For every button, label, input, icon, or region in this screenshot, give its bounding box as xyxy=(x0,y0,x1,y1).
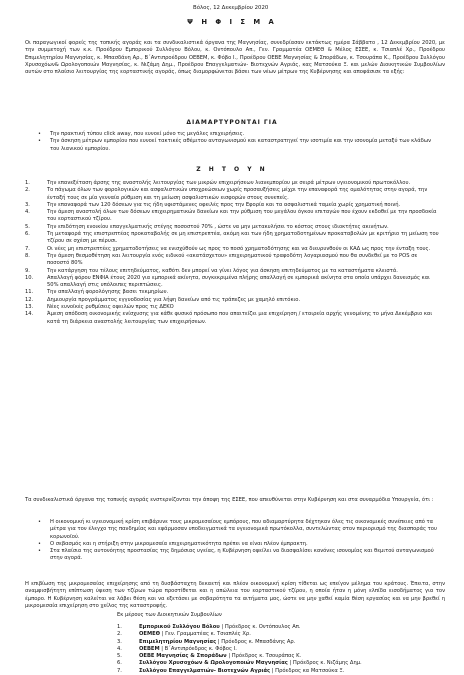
list-item: 13. Νέες ευνοϊκές ρυθμίσεις οφειλών προς τις ΔΕΚΟ xyxy=(25,304,174,311)
bullet-icon: • xyxy=(38,540,41,547)
list-item: 2. Το πάγωμα όλων των φορολογικών και ασφαλιστικών υποχρεώσεων χωρίς προσαυξήσεις μέχρι την επαναφορά της ομαλότητας στην αγορά, την ένταξή τους σε μία γενναία ρύθμιση και τη μείωση ασφαλιστικών εισφορών στους συνεπείς. xyxy=(25,187,428,201)
signatory-row: 4. ΟΕΒΕΜ | Β΄Αντιπρόεδρος κ. Φόβος Ι. xyxy=(117,645,237,652)
bullet-icon: • xyxy=(38,131,41,137)
list-item: • Στα πλαίσια της αυτονόητης προστασίας της δημόσιας υγείας, η Κυβέρνηση οφείλει να διασφαλίσει κανόνες ισονομίας και θεμιτού ανταγωνισμού στην αγορά. xyxy=(38,548,434,562)
list-item: 9. Την κατάργηση του τέλους επιτηδεύματος, καθότι δεν μπορεί να γίνει λόγος για άσκηση επιτηδεύματος με τα καταστήματα κλειστά. xyxy=(25,267,398,274)
list-item: 7. Οι νέες μη επιστρεπτέες χρηματοδοτήσεις να ενισχύθούν ως προς το ποσό χρηματοδότησης και να διευρυνθούν οι ΚΑΔ ως προς την ένταξη τους. xyxy=(25,245,431,252)
list-item: 10. Απαλλαγή φόρου ΕΝΦΙΑ έτους 2020 για εμπορικά ακίνητα, συγκεκριμένα πλήρης απαλλαγή σε εμπορικά ακίνητα στα οποία υπάρχει δανεισμός και 50% απαλλαγή στις υπόλοιπες περιπτώσεις. xyxy=(25,274,430,289)
protest-bullet-list xyxy=(38,131,438,153)
protest-section-title: ΔΙΑΜΑΡΤΥΡΟΝΤΑΙ ΓΙΑ xyxy=(186,119,278,126)
list-item: 11. Την απαλλαγή φορολόγησης βασει τεκμηρίων. xyxy=(25,289,169,296)
list-item: • Ο σεβασμός και η στήριξη στην μικρομεσαία επιχειρηματικότητα πρέπει να είναι πλέον έμπρακτη. xyxy=(38,540,308,547)
signatory-row: 1. Εμπορικού Συλλόγου Βόλου | Πρόεδρος κ. Οντόπουλος Απ. xyxy=(117,624,301,630)
signatories-intro: Εκ μέρους των Διοικητικών Συμβουλίων xyxy=(117,612,222,618)
signatories-list xyxy=(117,624,362,675)
bullet-icon: • xyxy=(38,138,41,145)
signatory-row: 2. ΟΕΜΕΘ | Γεν. Γραμματέας κ. Τσιαπλές Χρ. xyxy=(117,631,251,638)
list-item: 3. Την επαναφορά των 120 δόσεων για τις ήδη υφιστάμενες οφειλές προς την Εφορία και τα ασφαλιστικά ταμεία χωρίς χρηματική ποινή. xyxy=(25,201,401,208)
intro-paragraph: Οι παραγωγικοί φορείς της τοπικής αγοράς και τα συνδικαλιστικά όργανα της Μαγνησίας, συνεδρίασαν εκτάκτως ημέρα Σάββατο , 12 Δεκεμβρίου 2020, με την συμμετοχή των κ.κ. Προέδρου Εμπορικού Συλλόγου Βόλου, κ. Οντόπουλο Απ., Γεν. Γραμματέα ΟΕΜΕΘ & Μέλος ΕΣΕΕ, κ. Τσιαπλέ Χρ., Προέδρου Επιμελητηρίου Μαγνησίας, κ. Μπασδάνη Αρ., Β΄Αντιπροέδρου ΟΕΒΕΜ, κ. Φόβο Ι., Προέδρου ΟΕΒΕ Μαγνησίας & Σποράδων, κ. Τσουράπα Κ., Προέδρου Συλλόγου Χρυσοχόων& Ωρολογοποιών Μαγνησίας, κ. Νιζάμη Δημ., Προέδρου Επαγγελματιών- Βιοτεχνών Αγριάς, κας Ματσούκα Ξ. και μελών Διοικητικών Συμβουλίων αυτών στο πλαίσιο λειτουργίας της εορταστικής αγοράς, όπως διαμορφώνεται βάσει των νέων μέτρων της Κυβέρνησης και αποφάσισε τα εξής: xyxy=(25,40,445,76)
bullet-icon: • xyxy=(38,519,41,525)
signatory-row: 3. Επιμελητηρίου Μαγνησίας | Πρόεδρος κ. Μπασδάνης Αρ. xyxy=(117,638,296,645)
demands-section-title: Ζ Η Τ Ο Υ Ν xyxy=(196,166,268,173)
closing-paragraph: Η επιβίωση της μικρομεσαίας επιχείρησης από τη δυσβάσταχτη δεκαετή και πλέον οικονομική κρίση τίθεται ως επείγον μέλημα του κράτους. Έπειτα, στην αναμφισβήτητη επίπτωση ύφεση των τζίρων τώρα προστίθεται και η απώλεια του εορταστικού τζίρου, η οποία ήταν η μόνη ελπίδα εισοδήματος για τον έμπορο. Η Κυβέρνηση καλείται να λάβει θέση και να εξετάσει με σοβαρότητα τα αιτήματα μας, ώστε να μην χαθεί καμία θέση εργασίας και να μην βρεθεί η μικρομεσαία επιχείρηση στο χείλος της καταστροφής. xyxy=(25,581,445,609)
document-title: Ψ Η Φ Ι Σ Μ Α xyxy=(187,18,277,26)
list-item: • Την άσκηση μέτρων εμπορίου που ευνοεί τακτικές αθέμιτου ανταγωνισμού και καταστρατηγεί την ισοτιμία και την ισονομία μεταξύ των κλάδων του λιανικού εμπορίου. xyxy=(38,138,432,152)
position-bullet-list xyxy=(38,519,443,563)
list-item: 4. Την άμεση αναστολή όλων των δόσεων επιχειρηματικών δανείων και την ρύθμιση του μεγάλου όγκου επιταγών που έχουν εκδοθεί με την προσδοκία του εορταστικού τζίρου. xyxy=(25,209,437,223)
signatory-row: 7. Συλλόγου Επαγγελματιών- Βιοτεχνών Αγριάς | Πρόεδρος κα Ματσούκα Ξ. xyxy=(117,667,345,674)
document-date: Βόλος, 12 Δεκεμβρίου 2020 xyxy=(193,5,269,11)
signatory-row: 6. Συλλόγου Χρυσοχόων & Ωρολογοποιών Μαγνησίας | Πρόεδρος κ. Νιζάμης Δημ. xyxy=(117,660,362,667)
list-item: 8. Την άμεση θεσμοθέτηση και λειτουργία ενός ειδικού «ακατάσχετου» επιχειρηματικού τραφοδότη λογαριασμού που θα συνδεθεί με το POS σε ποσοστό 80% xyxy=(25,252,418,267)
demands-numbered-list xyxy=(25,180,440,326)
list-item: • Η οικονομική κι υγειονομική κρίση επιβάρυνε τους μικρομεσαίους εμπόρους, που αδιαμαρτύρητα δέχτηκαν όλες τις οικονομικές συνέπειες από τα μέτρα για τον έλεγχο της πανδημίας και εφάρμοσαν υποδειγματικά τα υγειονομικά πρωτόκολλα, συντελώντας στον περιορισμό της διασποράς του κορωνοϊού. xyxy=(38,519,437,540)
bullet-icon: • xyxy=(38,548,41,555)
list-item: 6. Τη μεταφορά της επιστρεπτέας προκαταβολής σε μη επιστρεπτέα, ακόμη και των ήδη χρηματοδοτημένων προκαταβολών με κριτήριο τη μείωση του τζίρου σε σχέση με πέρυσι. xyxy=(25,231,439,245)
list-item: 1. Την επανεξέταση άρσης της αναστολής λειτουργίας των μικρών επιχειρήσεων λιανεμπορίου με σειρά μέτρων υγειονομικού πρωτοκόλλου. xyxy=(25,180,411,186)
list-item: • Την πρακτική τύπου click away, που ευνοεί μόνο τις μεγάλες επιχειρήσεις. xyxy=(38,131,245,137)
position-paragraph: Τα συνδικαλιστικά όργανα της τοπικής αγοράς ενστερνίζονται την άποψη της ΕΣΕΕ, που απευθύνεται στην Κυβέρνηση και στα συναρμόδια Υπουργεία, ότι : xyxy=(25,497,434,503)
signatory-row: 5. ΟΕΒΕ Μαγνησίας & Σποράδων | Πρόεδρος κ. Τσουράπας Κ. xyxy=(117,653,302,660)
list-item: 12. Δημιουργία προγράμματος εγγυοδοσίας για λήψη δανείων από τις τράπεζες με χαμηλό επιτόκιο. xyxy=(25,296,301,303)
list-item: 14. Άμεση απόδοση οικονομικής ενίσχυσης για κάθε φυσικό πρόσωπο που απαιτείζει μια επιχείρηση / εταιρεία αρχής γενομένης το μήνα Δεκέμβριο και κατά τη διάρκεια αναστολής λειτουργίας των επιχειρήσεων. xyxy=(25,311,433,325)
list-item: 5. Την επιδότηση ενοικίου επαγγελματικής στέγης ποσοστού 70% , ώστε να μην μετακυλήσει το κόστος στους ιδιοκτήτες ακινήτων. xyxy=(25,223,389,230)
